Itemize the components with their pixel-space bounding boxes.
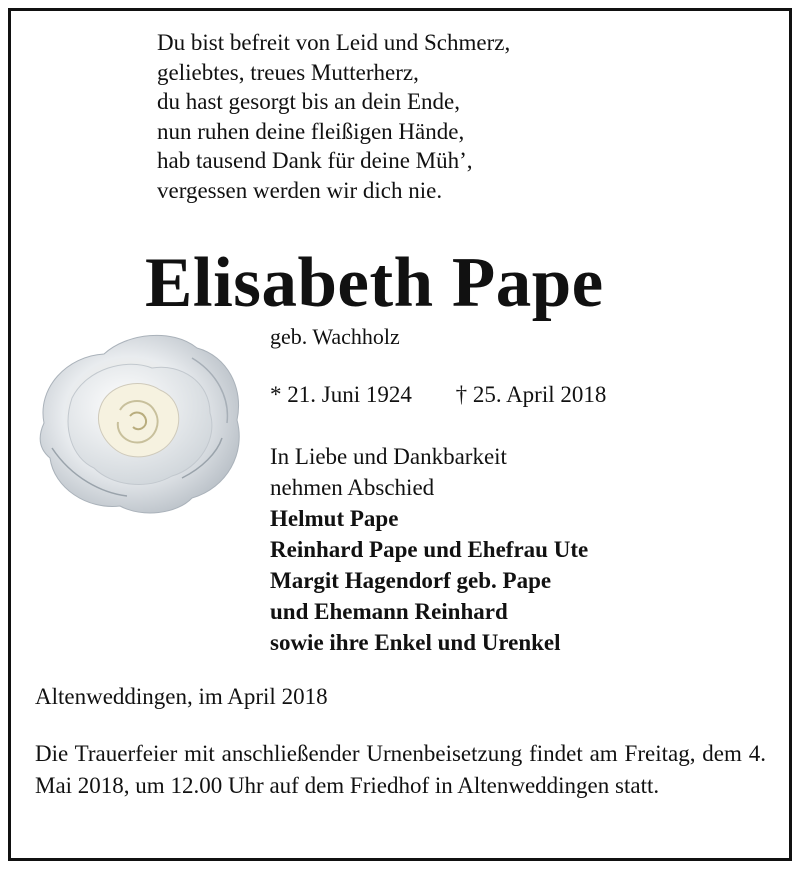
mourners-block — [270, 441, 588, 658]
mourner-line: Reinhard Pape und Ehefrau Ute — [270, 537, 589, 562]
poem-line: nun ruhen deine fleißigen Hände, — [157, 118, 465, 144]
mourner-line: Margit Hagendorf geb. Pape — [270, 568, 552, 593]
deceased-name: Elisabeth Pape — [145, 244, 604, 322]
poem — [157, 28, 510, 205]
farewell-intro-line: nehmen Abschied — [270, 475, 435, 500]
mourner-line: Helmut Pape — [270, 506, 399, 531]
poem-line: du hast gesorgt bis an dein Ende, — [157, 89, 460, 114]
birth-name: geb. Wachholz — [270, 324, 400, 349]
life-dates — [270, 381, 606, 409]
farewell-intro-line: In Liebe und Dankbarkeit — [270, 444, 507, 469]
funeral-notice: Die Trauerfeier mit anschließender Urnenbeisetzung findet am Freitag, dem 4. Mai 2018, um 12.00 Uhr auf dem Friedhof in Altenweddingen statt. — [35, 741, 766, 798]
mourner-line: sowie ihre Enkel und Urenkel — [270, 630, 561, 655]
mourner-line: und Ehemann Reinhard — [270, 599, 508, 624]
poem-line: geliebtes, treues Mutterherz, — [157, 59, 419, 85]
place-date: Altenweddingen, im April 2018 — [35, 684, 328, 709]
white-rose-icon — [32, 328, 247, 518]
birth-date: * 21. Juni 1924 — [270, 382, 412, 407]
poem-line: hab tausend Dank für deine Müh’, — [157, 148, 473, 173]
death-date: † 25. April 2018 — [455, 382, 607, 407]
poem-line: vergessen werden wir dich nie. — [157, 177, 443, 203]
poem-line: Du bist befreit von Leid und Schmerz, — [157, 30, 511, 55]
